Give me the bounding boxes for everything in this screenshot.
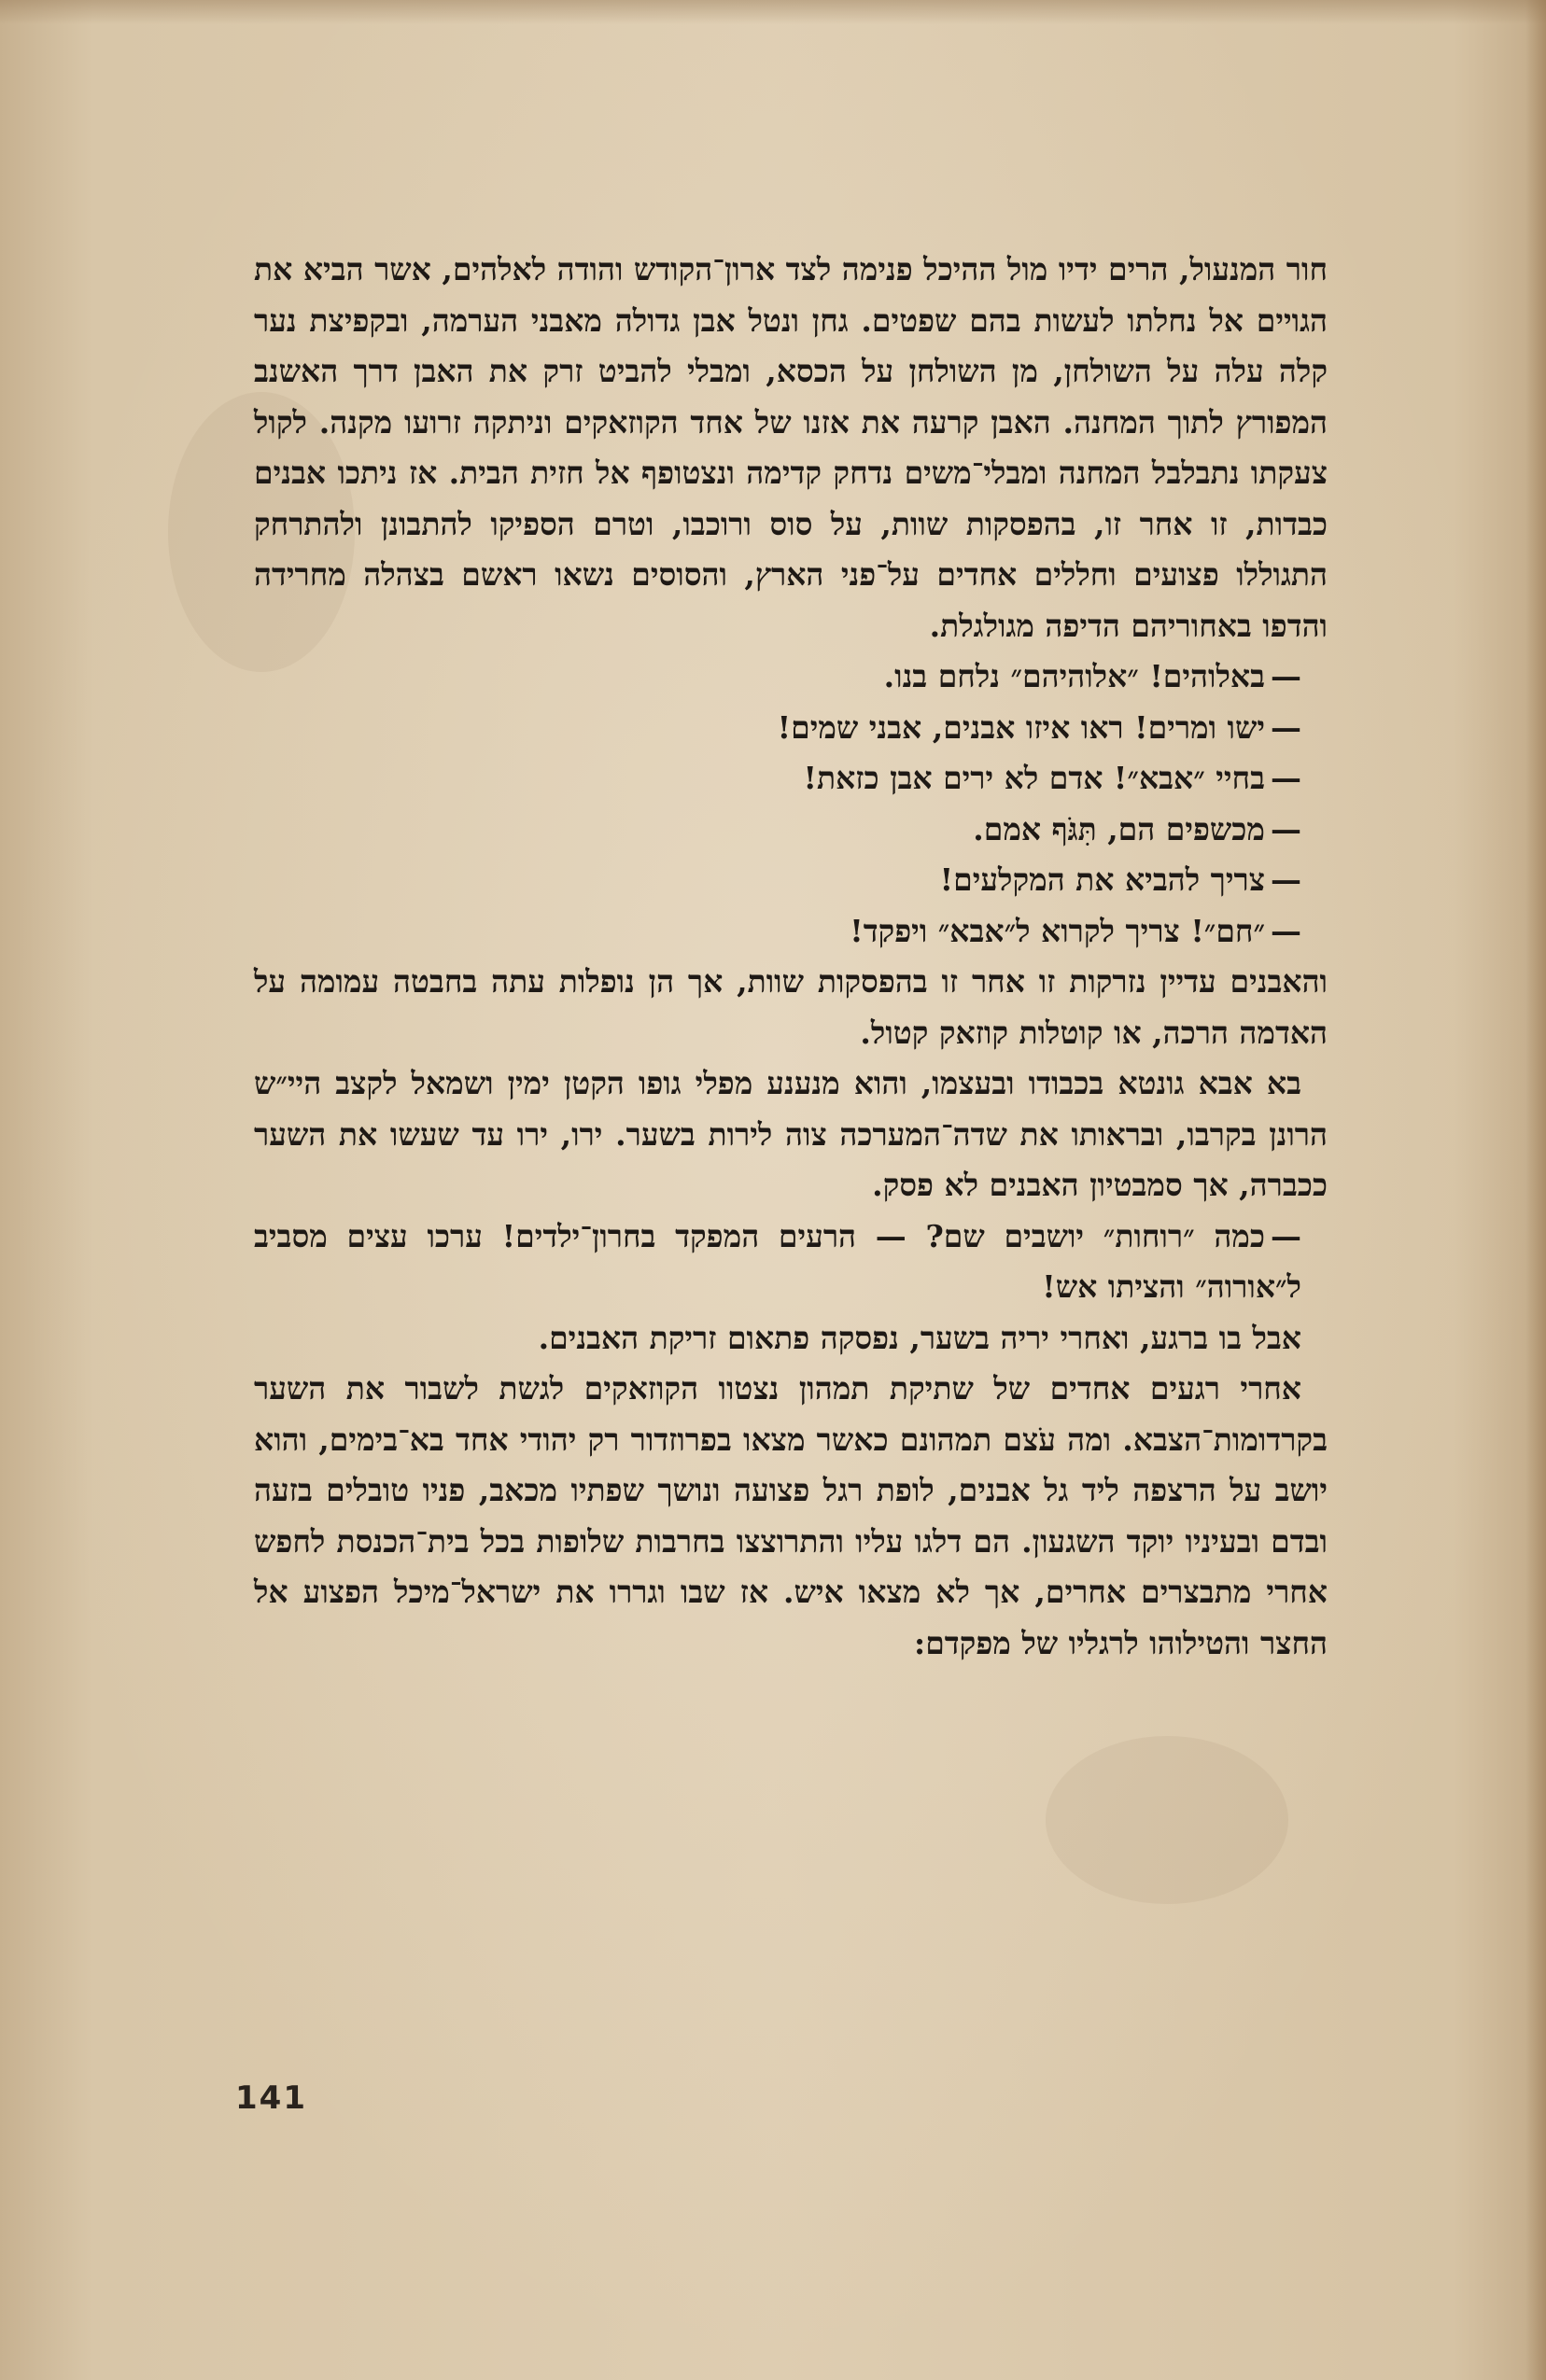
dialogue-line: —צריך להביא את המקלעים! [254, 855, 1328, 906]
paragraph-stop: אבל בו ברגע, ואחרי יריה בשער, נפסקה פתאום זריקת האבנים. [538, 1319, 1301, 1356]
page-number: 141 [235, 2079, 307, 2117]
dialogue-dash: — [1271, 912, 1301, 949]
paragraph-aftermath: אחרי רגעים אחדים של שתיקת תמהון נצטוו הקוזאקים לגשת לשבור את השער בקרדומות־הצבא. ומה עֹצם תמהונם כאשר מצאו בפרוזדור רק יהודי אחד בא־בימים, והוא יושב על הרצפה ליד גל אבנים, לופת רגל פצועה ונושך שפתיו מכאב, פניו טובלים בזעה ובדם ובעיניו יוקד השגעון. הם דלגו עליו והתרוצצו בחרבות שלופות בכל בית־הכנסת לחפש אחרי מתבצרים אחרים, אך לא מצאו איש. אז שבו וגררו את ישראל־מיכל הפצוע אל החצר והטילוהו לרגליו של מפקדם: [254, 1370, 1328, 1661]
paper-stain [1046, 1736, 1288, 1904]
dialogue-line: —״חם״! צריך לקרוא ל״אבא״ ויפקד! [254, 906, 1328, 958]
dialogue-dash: — [1271, 1217, 1301, 1254]
dialogue-dash: — [1271, 810, 1301, 847]
body-text [254, 245, 1328, 1669]
dialogue-dash: — [1271, 708, 1301, 746]
dialogue-line: —מכשפים הם, תִּגֹּף אמם. [254, 805, 1328, 856]
dialogue-line: —בחיי ״אבא״! אדם לא ירים אבן כזאת! [254, 753, 1328, 805]
dialogue-dash: — [1271, 861, 1301, 898]
paragraph-stones: והאבנים עדיין נזרקות זו אחר זו בהפסקות שוות, אך הן נופלות עתה בחבטה עמומה על האדמה הרכה, או קוטלות קוזאק קטול. [254, 963, 1328, 1051]
dialogue-line: —באלוהים! ״אלוהיהם״ נלחם בנו. [254, 651, 1328, 703]
dialogue-line: —ישו ומרים! ראו איזו אבנים, אבני שמים! [254, 703, 1328, 754]
page-edge-top [0, 0, 1546, 24]
paragraph-gonta: בא אבא גונטא בכבודו ובעצמו, והוא מנענע מפלי גופו הקטן ימין ושמאל לקצב היי״ש הרונן בקרבו, ובראותו את שדה־המערכה צוה לירות בשער. ירו, ירו עד שעשו את השער ככברה, אך סמבטיון האבנים לא פסק. [254, 1065, 1328, 1203]
dialogue-line: —כמה ״רוחות״ יושבים שם? — הרעים המפקד בחרון־ילדים! ערכו עצים מסביב ל״אורוה״ והציתו אש! [254, 1211, 1328, 1313]
page-edge-right [1525, 0, 1546, 2380]
paragraph-opening: חור המנעול, הרים ידיו מול ההיכל פנימה לצד ארון־הקודש והודה לאלהים, אשר הביא את הגויים אל נחלתו לעשות בהם שפטים. גחן ונטל אבן גדולה מאבני הערמה, ובקפיצת נער קלה עלה על השולחן, מן השולחן על הכסא, ומבלי להביט זרק את האבן דרך האשנב המפורץ לתוך המחנה. האבן קרעה את אזנו של אחד הקוזאקים וניתקה זרועו מקנה. לקול צעקתו נתבלבל המחנה ומבלי־משים נדחק קדימה ונצטופף אל חזית הבית. אז ניתכו אבנים כבדות, זו אחר זו, בהפסקות שוות, על סוס ורוכבו, וטרם הספיקו להתבונן ולהתרחק התגוללו פצועים וחללים אחדים על־פני הארץ, והסוסים נשאו ראשם בצהלה מחרידה והדפו באחוריהם הדיפה מגולגלת. [254, 251, 1328, 644]
dialogue-dash: — [1271, 760, 1301, 796]
dialogue-dash: — [1271, 658, 1301, 694]
